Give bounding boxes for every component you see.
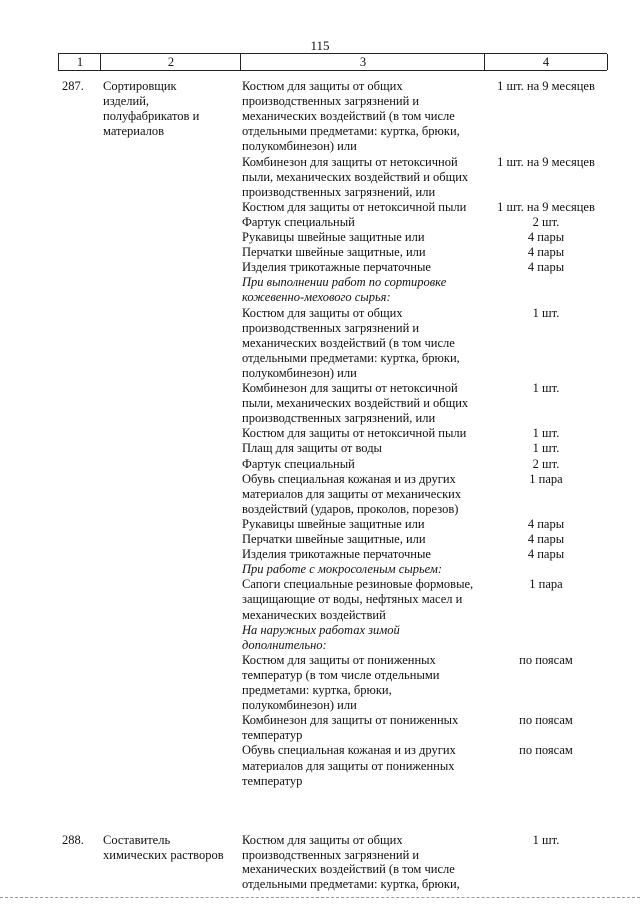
table-header-row	[58, 53, 607, 71]
norm-quantity: 4 пары	[527, 547, 565, 562]
header-col-3: 3	[240, 54, 485, 70]
item-text-line: Комбинезон для защиты от нетоксичной	[242, 154, 458, 169]
item-text-line: отдельными предметами: куртка, брюки,	[242, 350, 460, 365]
norm-quantity: 1 шт.	[532, 426, 560, 441]
item-text-line: Перчатки швейные защитные, или	[242, 532, 426, 546]
item-text-line: материалов для защиты от пониженных	[242, 758, 455, 773]
item-text-line: полукомбинезон) или	[242, 698, 357, 713]
norm-quantity: 2 шт.	[532, 456, 560, 471]
norm-quantity: по поясам	[519, 652, 573, 667]
item-text-line: защищающие от воды, нефтяных масел и	[242, 592, 463, 607]
profession-name-line: материалов	[103, 124, 165, 139]
condition-note: кожевенно-мехового сырья:	[242, 290, 391, 305]
item-text-line: производственных загрязнений, или	[242, 184, 436, 199]
norm-quantity: 1 шт. на 9 месяцев	[497, 79, 595, 93]
item-text-line: температур	[242, 773, 303, 788]
norm-quantity: 1 пара	[529, 471, 563, 486]
condition-note: При работе с мокросоленым сырьем:	[242, 562, 443, 577]
profession-name-line: полуфабрикатов и	[103, 109, 200, 124]
item-text-line: Костюм для защиты от общих	[242, 79, 403, 93]
item-text-line: Рукавицы швейные защитные или	[242, 516, 425, 531]
norm-quantity: 4 пары	[527, 532, 565, 546]
norm-quantity: 4 пары	[527, 260, 565, 275]
header-col-2: 2	[100, 54, 241, 70]
item-text-line: полукомбинезон) или	[242, 139, 357, 154]
item-text-line: полукомбинезон) или	[242, 365, 357, 380]
item-text-line: воздействий (ударов, проколов, порезов)	[242, 501, 459, 516]
norm-quantity: 4 пары	[527, 516, 565, 531]
item-text-line: Изделия трикотажные перчаточные	[242, 547, 431, 562]
item-text-line: Фартук специальный	[242, 456, 355, 471]
header-col-1: 1	[58, 54, 101, 70]
norm-quantity: 1 шт.	[532, 305, 560, 320]
condition-note: дополнительно:	[242, 637, 327, 652]
item-text-line: Комбинезон для защиты от пониженных	[242, 713, 459, 728]
item-text-line: температур (в том числе отдельными	[242, 667, 440, 682]
profession-name-line: изделий,	[103, 94, 150, 109]
norm-quantity: 4 пары	[527, 245, 565, 260]
item-text-line: Костюм для защиты от пониженных	[242, 652, 436, 667]
item-text-line: отдельными предметами: куртка, брюки,	[242, 124, 460, 139]
item-text-line: Рукавицы швейные защитные или	[242, 230, 425, 244]
norm-quantity: 1 шт.	[532, 441, 560, 456]
item-text-line: Сапоги специальные резиновые формовые,	[242, 577, 474, 592]
norm-quantity: 2 шт.	[532, 214, 560, 229]
item-text-line: пыли, механических воздействий и общих	[242, 169, 469, 184]
norm-quantity: 1 шт. на 9 месяцев	[497, 154, 595, 169]
item-text-line: производственных загрязнений и	[242, 847, 420, 862]
item-text-line: предметами: куртка, брюки,	[242, 683, 392, 697]
item-text-line: производственных загрязнений и	[242, 94, 420, 109]
item-text-line: механических воздействий (в том числе	[242, 335, 455, 350]
row-number: 288.	[62, 832, 84, 847]
item-text-line: температур	[242, 728, 303, 743]
footer-rule	[0, 897, 640, 898]
item-text-line: Костюм для защиты от нетоксичной пыли	[242, 426, 467, 441]
item-text-line: пыли, механических воздействий и общих	[242, 396, 469, 411]
item-text-line: Фартук специальный	[242, 214, 355, 229]
item-text-line: механических воздействий (в том числе	[242, 862, 455, 877]
item-text-line: отдельными предметами: куртка, брюки,	[242, 876, 460, 891]
item-text-line: механических воздействий (в том числе	[242, 109, 455, 124]
norm-quantity: 1 шт. на 9 месяцев	[497, 199, 595, 214]
profession-name-line: Составитель	[103, 832, 171, 847]
item-text-line: Обувь специальная кожаная и из других	[242, 743, 456, 758]
norm-quantity: 4 пары	[527, 230, 565, 244]
profession-name-line: Сортировщик	[103, 79, 177, 93]
norm-quantity: 1 пара	[529, 577, 563, 592]
item-text-line: Костюм для защиты от общих	[242, 832, 403, 847]
row-number: 287.	[62, 79, 84, 93]
norm-quantity: по поясам	[519, 743, 573, 758]
item-text-line: Изделия трикотажные перчаточные	[242, 260, 431, 275]
item-text-line: Перчатки швейные защитные, или	[242, 245, 426, 260]
item-text-line: производственных загрязнений и	[242, 320, 420, 335]
item-text-line: Обувь специальная кожаная и из других	[242, 471, 456, 486]
norm-quantity: по поясам	[519, 713, 573, 728]
item-text-line: материалов для защиты от механических	[242, 486, 462, 501]
profession-name-line: химических растворов	[103, 847, 224, 862]
condition-note: При выполнении работ по сортировке	[242, 275, 447, 290]
norm-quantity: 1 шт.	[532, 381, 560, 395]
norm-quantity: 1 шт.	[532, 832, 560, 847]
item-text-line: Комбинезон для защиты от нетоксичной	[242, 381, 458, 395]
item-text-line: производственных загрязнений, или	[242, 411, 436, 426]
page-number: 115	[310, 38, 330, 53]
condition-note: На наружных работах зимой	[242, 622, 400, 637]
item-text-line: Костюм для защиты от общих	[242, 305, 403, 320]
header-col-4: 4	[484, 54, 608, 70]
item-text-line: Плащ для защиты от воды	[242, 441, 382, 456]
item-text-line: механических воздействий	[242, 607, 386, 622]
item-text-line: Костюм для защиты от нетоксичной пыли	[242, 199, 467, 214]
